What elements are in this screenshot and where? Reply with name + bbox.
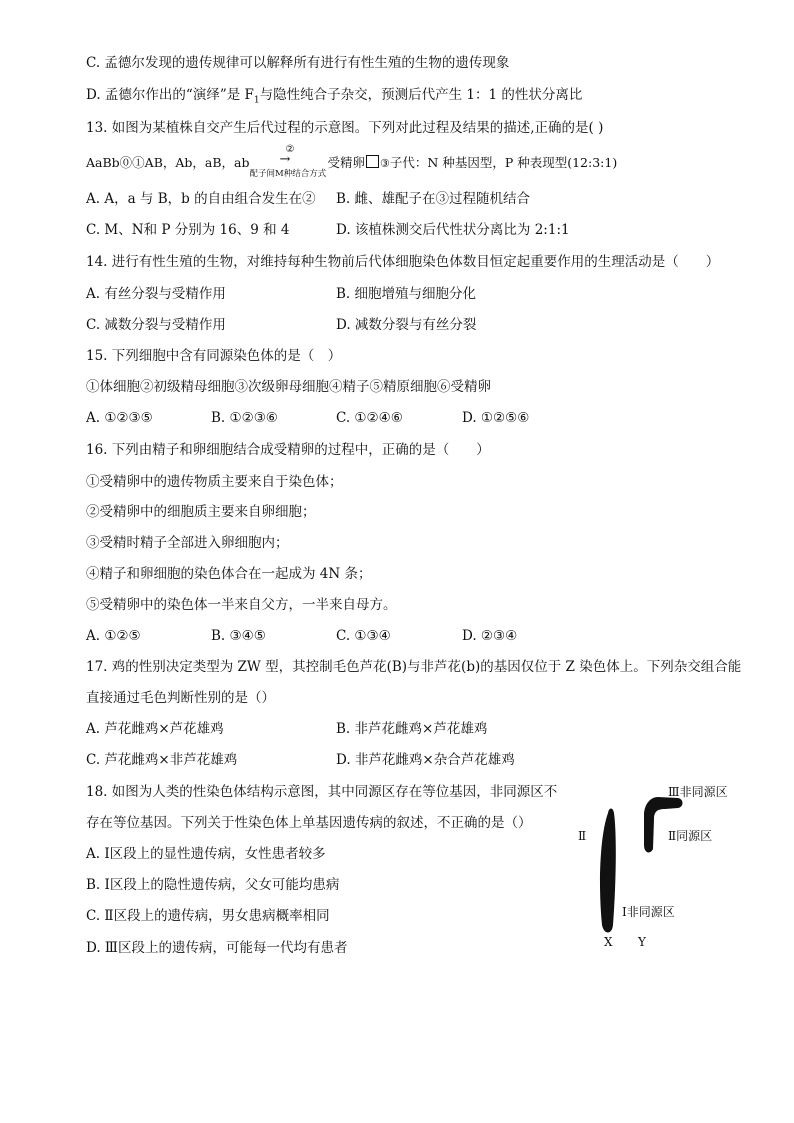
q16-option-c: C. ①③④ <box>336 628 391 644</box>
q16-option-d: D. ②③④ <box>462 628 518 644</box>
q17-option-d: D. 非芦花雌鸡×杂合芦花雄鸡 <box>336 752 515 768</box>
q18-option-c: C. Ⅱ区段上的遗传病，男女患病概率相同 <box>86 908 330 924</box>
q13-arrow: → <box>279 152 291 167</box>
q16-option-b: B. ③④⑤ <box>211 628 266 644</box>
q18-option-b: B. Ⅰ区段上的隐性遗传病，父女可能均患病 <box>86 877 340 893</box>
q16-stem: 16. 下列由精子和卵细胞结合成受精卵的过程中，正确的是（ ） <box>86 442 490 458</box>
q15-option-d: D. ①②⑤⑥ <box>462 410 530 426</box>
q13-scheme-right: 子代：N 种基因型，P 种表现型(12:3:1) <box>389 155 618 170</box>
q16-statement-3: ③受精时精子全部进入卵细胞内； <box>86 535 289 551</box>
chromosome-drawing <box>570 775 770 960</box>
q14-stem: 14. 进行有性生殖的生物，对维持每种生物前后代体细胞染色体数目恒定起重要作用的生理活动是（ ） <box>86 254 720 270</box>
label-y: Y <box>638 935 646 949</box>
q13-step2: ② <box>285 144 295 155</box>
q13-scheme-arrow-block <box>249 144 328 179</box>
q13-arrow-caption: 配子间M种结合方式 <box>249 169 327 179</box>
q13-option-b: B. 雌、雄配子在③过程随机结合 <box>336 191 531 207</box>
label-x: X <box>604 935 613 949</box>
q12-d-pre: D. 孟德尔作出的“演绎”是 F <box>86 87 254 103</box>
q13-scheme <box>86 144 618 179</box>
q17-option-c: C. 芦花雌鸡×非芦花雄鸡 <box>86 752 238 768</box>
q13-option-d: D. 该植株测交后代性状分离比为 2:1:1 <box>336 222 570 238</box>
box-glyph-icon <box>366 155 379 168</box>
q16-statement-4: ④精子和卵细胞的染色体合在一起成为 4N 条； <box>86 566 372 582</box>
q14-option-d: D. 减数分裂与有丝分裂 <box>336 317 477 333</box>
q17-stem-line2: 直接通过毛色判断性别的是（） <box>86 690 275 706</box>
q13-step3: ③ <box>380 157 390 170</box>
q17-option-a: A. 芦花雌鸡×芦花雄鸡 <box>86 721 224 737</box>
q17-stem-line1: 17. 鸡的性别决定类型为 ZW 型，其控制毛色芦花(B)与非芦花(b)的基因仅位于 Z 染色体上。下列杂交组合能 <box>86 659 742 675</box>
q12-option-d <box>86 85 582 111</box>
q15-stem: 15. 下列细胞中含有同源染色体的是（ ） <box>86 348 342 364</box>
sex-chromosome-figure <box>570 775 770 960</box>
q14-option-c: C. 减数分裂与受精作用 <box>86 317 226 333</box>
q12-d-post: 与隐性纯合子杂交，预测后代产生 1：1 的性状分离比 <box>259 87 583 103</box>
q12-d-sub: 1 <box>253 95 260 106</box>
q13-scheme-left: AaBb⓪①AB，Ab，aB，ab <box>86 155 250 170</box>
q14-option-a: A. 有丝分裂与受精作用 <box>86 286 226 302</box>
q16-statement-2: ②受精卵中的细胞质主要来自卵细胞； <box>86 504 316 520</box>
q13-option-c: C. M、N和 P 分别为 16、9 和 4 <box>86 222 290 238</box>
q15-option-a: A. ①②③⑤ <box>86 410 153 426</box>
q15-items: ①体细胞②初级精母细胞③次级卵母细胞④精子⑤精原细胞⑥受精卵 <box>86 379 491 395</box>
label-region-ii-right: Ⅱ同源区 <box>668 829 713 843</box>
q16-option-a: A. ①②⑤ <box>86 628 141 644</box>
y-chromosome-shape <box>644 797 683 852</box>
q12-option-c: C. 孟德尔发现的遗传规律可以解释所有进行有性生殖的生物的遗传现象 <box>86 55 510 71</box>
q18-stem-line2: 存在等位基因。下列关于性染色体上单基因遗传病的叙述，不正确的是（） <box>86 815 532 831</box>
q15-option-b: B. ①②③⑥ <box>211 410 278 426</box>
q18-option-a: A. Ⅰ区段上的显性遗传病，女性患者较多 <box>86 846 326 862</box>
x-chromosome-shape <box>600 809 616 933</box>
q14-option-b: B. 细胞增殖与细胞分化 <box>336 286 477 302</box>
label-region-i: Ⅰ非同源区 <box>622 905 675 919</box>
q18-stem-line1: 18. 如图为人类的性染色体结构示意图，其中同源区存在等位基因，非同源区不 <box>86 784 558 800</box>
q18-option-d: D. Ⅲ区段上的遗传病，可能每一代均有患者 <box>86 940 348 956</box>
label-region-ii-left: Ⅱ <box>578 829 587 843</box>
label-region-iii: Ⅲ非同源区 <box>668 785 728 799</box>
q16-statement-5: ⑤受精卵中的染色体一半来自父方，一半来自母方。 <box>86 597 397 613</box>
q17-option-b: B. 非芦花雌鸡×芦花雄鸡 <box>336 721 488 737</box>
q13-option-a: A. A，a 与 B，b 的自由组合发生在② <box>86 191 316 207</box>
q15-option-c: C. ①②④⑥ <box>336 410 403 426</box>
q13-stem: 13. 如图为某植株自交产生后代过程的示意图。下列对此过程及结果的描述,正确的是( ) <box>86 120 604 136</box>
q16-statement-1: ①受精卵中的遗传物质主要来自于染色体； <box>86 474 343 490</box>
q13-scheme-mid: 受精卵 <box>327 155 366 170</box>
